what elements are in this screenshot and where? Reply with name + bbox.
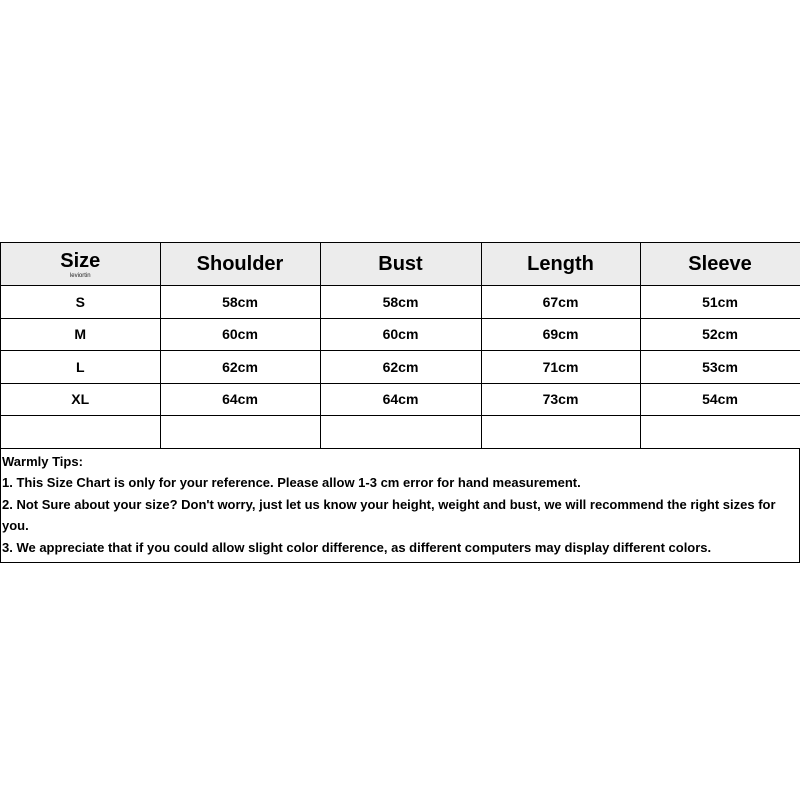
tip-item: 3. We appreciate that if you could allow slight color difference, as different computers may display different colors. [2, 539, 712, 555]
table-row [1, 383, 800, 416]
table-cell: 73cm [481, 383, 640, 416]
tip-item: 2. Not Sure about your size? Don't worry, just let us know your height, weight and bust, we will recommend the right sizes for you. [2, 496, 776, 533]
table-cell [640, 416, 800, 449]
table-cell: L [1, 351, 160, 384]
table-cell: XL [1, 383, 160, 416]
header-bust-label: Bust [378, 253, 423, 275]
table-row [1, 318, 800, 351]
header-sleeve-label: Sleeve [688, 253, 752, 275]
table-cell: M [1, 318, 160, 351]
table-row-empty [1, 416, 800, 449]
header-size-label: Size [60, 249, 101, 272]
table-cell: 58cm [160, 286, 320, 319]
table-cell: 52cm [640, 318, 800, 351]
table-row [1, 351, 800, 384]
header-bust [320, 243, 481, 286]
header-length [481, 243, 640, 286]
table-cell: S [1, 286, 160, 319]
table-cell: 51cm [640, 286, 800, 319]
table-cell: 53cm [640, 351, 800, 384]
table-cell [160, 416, 320, 449]
header-shoulder-label: Shoulder [196, 253, 284, 275]
size-table [1, 243, 800, 449]
header-shoulder [160, 243, 320, 286]
header-row [1, 243, 800, 286]
table-cell: 58cm [320, 286, 481, 319]
table-cell: 60cm [160, 318, 320, 351]
table-cell: 62cm [160, 351, 320, 384]
header-size [1, 243, 160, 286]
brand-label: leviortin [69, 272, 91, 279]
table-cell: 64cm [320, 383, 481, 416]
table-cell: 67cm [481, 286, 640, 319]
tip-item: 1. This Size Chart is only for your reference. Please allow 1-3 cm error for hand measurement. [2, 475, 581, 490]
table-cell [481, 416, 640, 449]
table-cell [1, 416, 160, 449]
table-cell [320, 416, 481, 449]
table-cell: 54cm [640, 383, 800, 416]
table-row [1, 286, 800, 319]
table-cell: 64cm [160, 383, 320, 416]
table-cell: 60cm [320, 318, 481, 351]
size-chart [0, 242, 800, 563]
table-cell: 62cm [320, 351, 481, 384]
table-cell: 71cm [481, 351, 640, 384]
header-sleeve [640, 243, 800, 286]
header-length-label: Length [527, 253, 594, 275]
table-cell: 69cm [481, 318, 640, 351]
warmly-tips [1, 449, 800, 564]
tips-title: Warmly Tips: [2, 453, 83, 469]
